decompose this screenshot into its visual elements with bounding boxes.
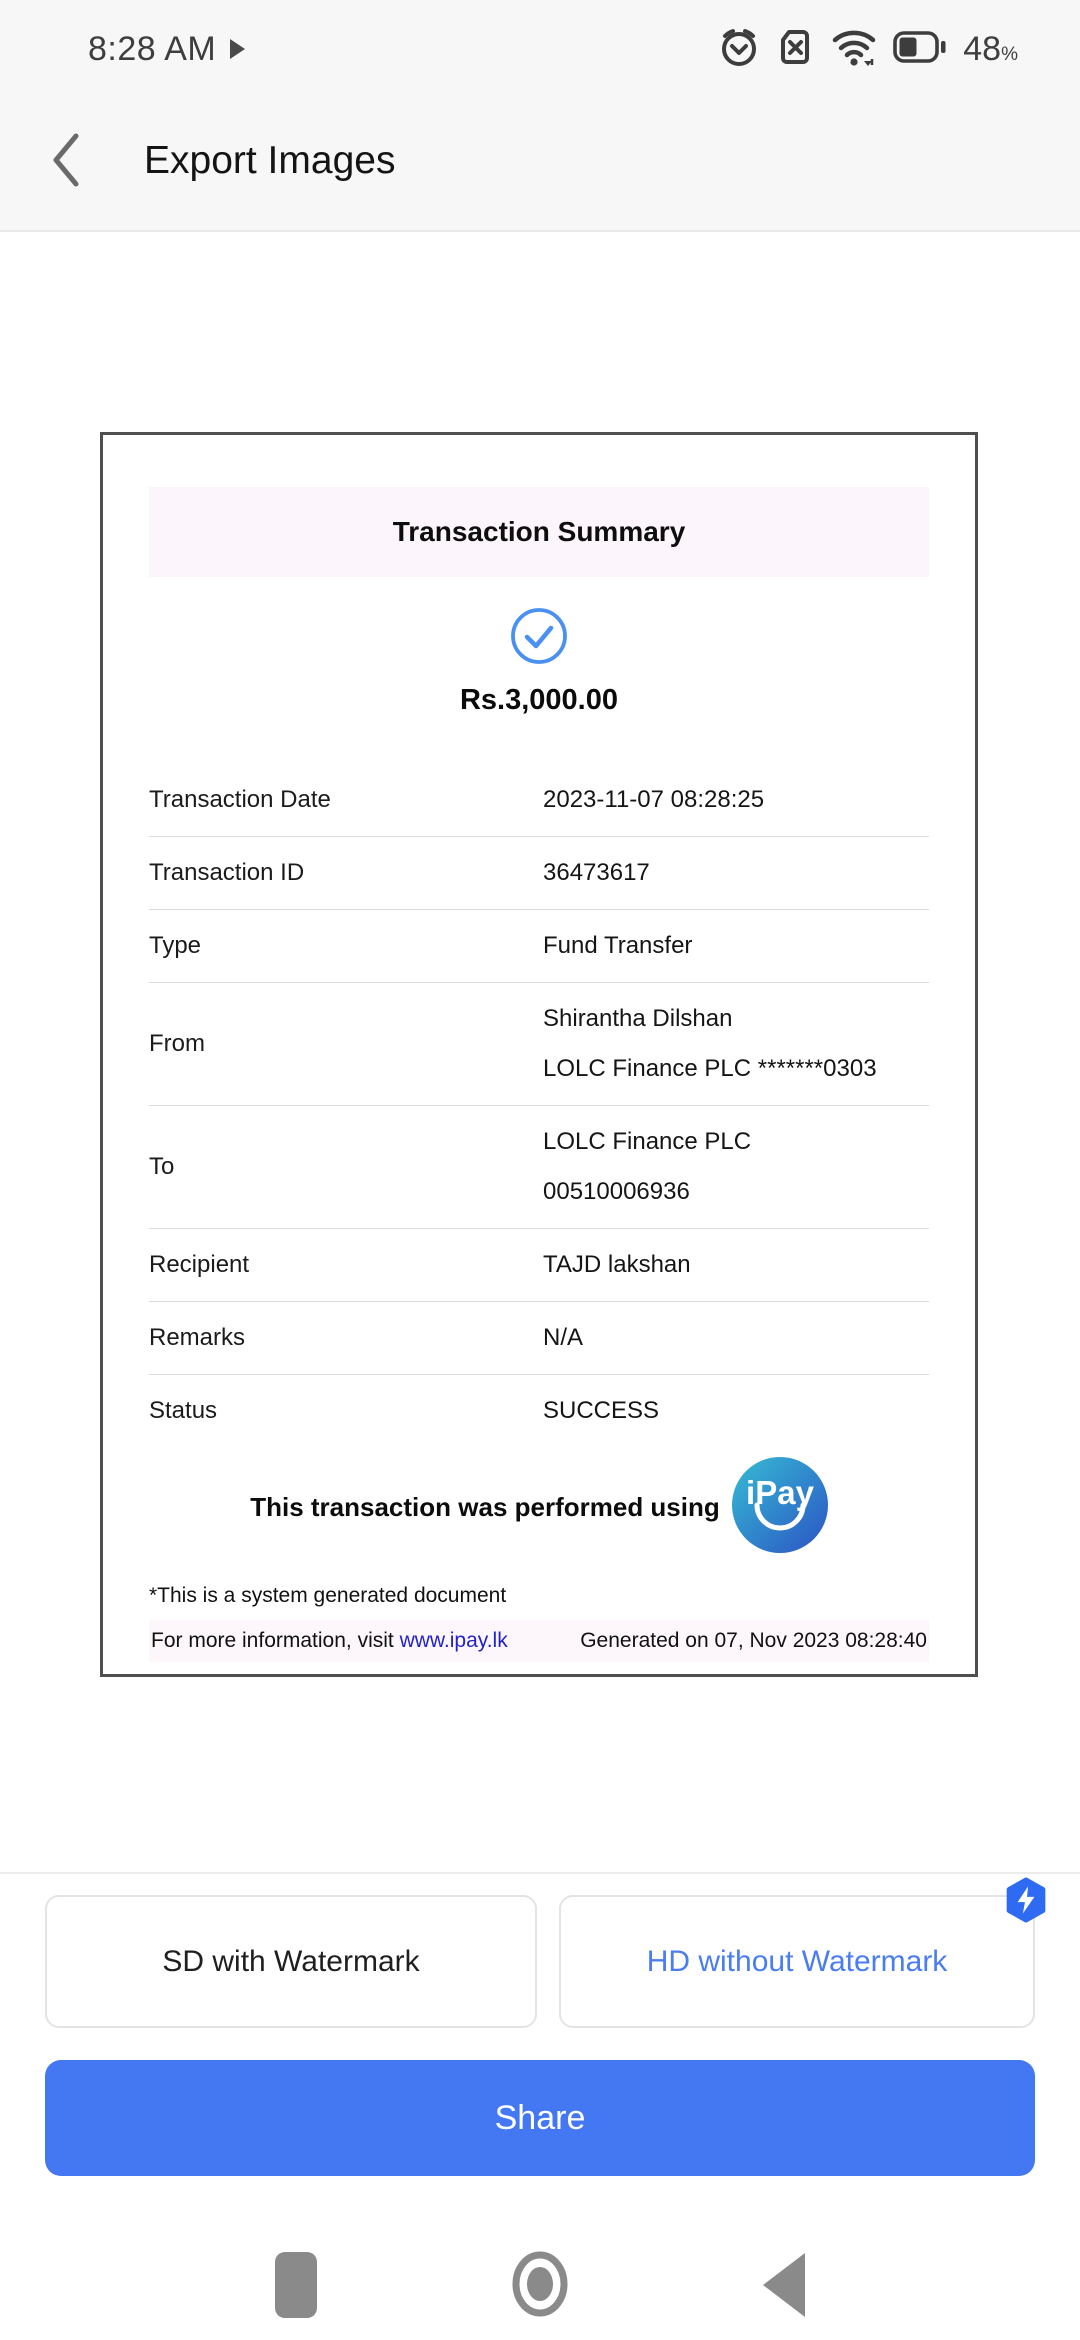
row-label: Transaction ID bbox=[149, 859, 305, 886]
performed-using-row bbox=[103, 1457, 975, 1558]
receipt-title-strip bbox=[149, 487, 929, 577]
row-value: LOLC Finance PLC *******0303 bbox=[543, 1055, 877, 1082]
row-value: 36473617 bbox=[543, 859, 650, 886]
recents-square-icon bbox=[275, 2252, 317, 2318]
sd-with-watermark-button[interactable]: SD with Watermark bbox=[45, 1895, 537, 2028]
status-icons bbox=[717, 25, 1018, 74]
row-value: LOLC Finance PLC bbox=[543, 1128, 752, 1155]
clock bbox=[88, 30, 245, 69]
back-button[interactable] bbox=[44, 128, 88, 195]
row-value: Shirantha Dilshan bbox=[543, 1005, 733, 1032]
check-circle-icon bbox=[510, 607, 568, 670]
android-nav-bar bbox=[0, 2230, 1080, 2340]
table-row bbox=[149, 910, 929, 983]
receipt-table bbox=[149, 764, 929, 1447]
table-row bbox=[149, 1375, 929, 1447]
footer-info: For more information, visit www.ipay.lk bbox=[151, 1629, 508, 1652]
hd-option-wrap bbox=[559, 1895, 1035, 2028]
export-options bbox=[45, 1895, 1035, 2028]
sheet-divider bbox=[0, 1872, 1080, 1874]
performed-using-text: This transaction was performed using bbox=[250, 1492, 720, 1522]
home-button[interactable] bbox=[509, 2248, 571, 2323]
hd-without-watermark-button[interactable]: HD without Watermark bbox=[559, 1895, 1035, 2028]
ipay-link: www.ipay.lk bbox=[399, 1629, 508, 1652]
row-label: Recipient bbox=[149, 1251, 250, 1278]
row-value: 00510006936 bbox=[543, 1178, 690, 1205]
row-label: From bbox=[149, 1030, 205, 1057]
row-label: Type bbox=[149, 932, 202, 959]
row-label: To bbox=[149, 1153, 175, 1180]
back-triangle-icon bbox=[763, 2253, 805, 2317]
svg-text:iPay: iPay bbox=[745, 1474, 814, 1511]
table-row bbox=[149, 1229, 929, 1302]
receipt-preview-card bbox=[100, 432, 978, 1677]
transaction-amount: Rs.3,000.00 bbox=[459, 684, 618, 716]
battery-percent: 48% bbox=[963, 29, 1018, 68]
ipay-logo bbox=[732, 1457, 828, 1558]
row-label: Transaction Date bbox=[149, 786, 331, 813]
app-bar bbox=[0, 92, 1080, 232]
system-generated-note: *This is a system generated document bbox=[149, 1584, 507, 1607]
play-triangle-icon bbox=[230, 39, 245, 59]
row-label: Remarks bbox=[149, 1324, 246, 1351]
time-text: 8:28 AM bbox=[88, 29, 217, 68]
recents-button[interactable] bbox=[275, 2252, 317, 2318]
lightning-bolt-icon bbox=[1005, 1877, 1047, 1923]
row-value: TAJD lakshan bbox=[543, 1251, 691, 1278]
generated-timestamp: Generated on 07, Nov 2023 08:28:40 bbox=[580, 1629, 927, 1652]
battery-icon bbox=[892, 26, 948, 73]
table-row bbox=[149, 837, 929, 910]
receipt-title: Transaction Summary bbox=[392, 516, 686, 547]
home-circle-icon bbox=[509, 2248, 571, 2323]
table-row bbox=[149, 1302, 929, 1375]
chevron-left-icon bbox=[44, 128, 88, 195]
row-label: Status bbox=[149, 1397, 218, 1424]
receipt-footer bbox=[149, 1620, 929, 1662]
share-button[interactable]: Share bbox=[45, 2060, 1035, 2176]
table-row bbox=[149, 764, 929, 837]
table-row bbox=[149, 983, 929, 1106]
row-value: N/A bbox=[543, 1324, 584, 1351]
wifi-icon bbox=[831, 25, 879, 74]
row-value: SUCCESS bbox=[543, 1397, 660, 1424]
no-sim-icon bbox=[774, 25, 818, 74]
row-value: 2023-11-07 08:28:25 bbox=[543, 786, 765, 813]
success-check bbox=[103, 607, 975, 670]
back-nav-button[interactable] bbox=[763, 2253, 805, 2317]
page-title: Export Images bbox=[144, 139, 396, 182]
alarm-icon bbox=[717, 25, 761, 74]
row-value: Fund Transfer bbox=[543, 932, 693, 959]
table-row bbox=[149, 1106, 929, 1229]
status-bar bbox=[0, 0, 1080, 92]
